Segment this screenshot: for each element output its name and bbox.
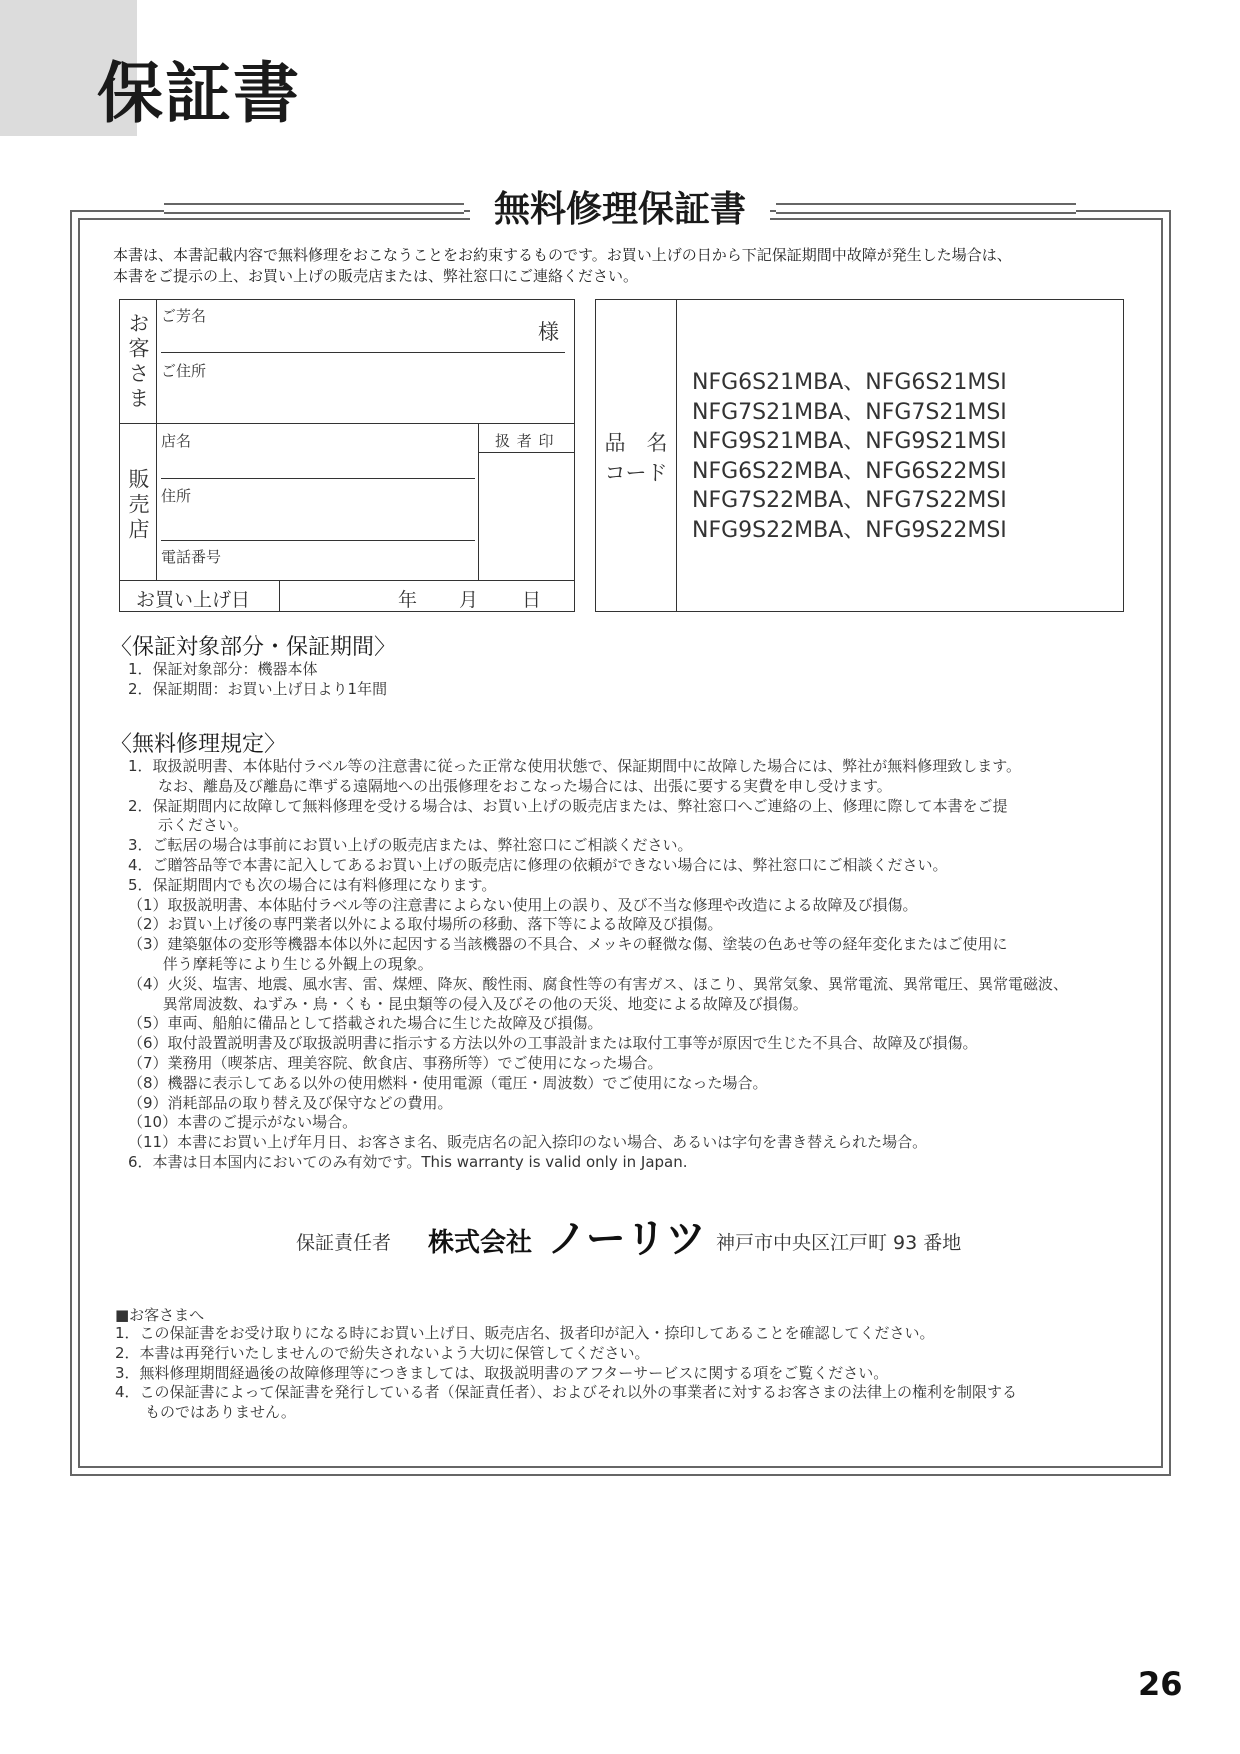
rule-item: （5）車両、船舶に備品として搭載された場合に生じた故障及び損傷。 <box>128 1014 603 1033</box>
coverage-item: 1．保証対象部分：機器本体 <box>128 660 318 678</box>
product-label-line1: 品 名 <box>604 431 668 455</box>
rule-item: 1．取扱説明書、本体貼付ラベル等の注意書に従った正常な使用状態で、保証期間中に故障した場合には、弊社が無料修理致します。 <box>128 757 1022 775</box>
product-code: NFG7S21MBA、NFG7S21MSI <box>692 399 1007 425</box>
responsible-label: 保証責任者 <box>296 1232 392 1254</box>
coverage-list <box>128 660 1138 700</box>
dealer-section-label <box>127 468 149 547</box>
purchase-date-label: お買い上げ日 <box>136 589 251 611</box>
rule-item: 6．本書は日本国内においてのみ有効です。This warranty is valid only in Japan. <box>128 1152 688 1171</box>
rules-heading: 〈無料修理規定〉 <box>110 732 287 757</box>
rule-item: 3．ご転居の場合は事前にお買い上げの販売店または、弊社窓口にご相談ください。 <box>128 836 693 855</box>
customer-notes-list <box>115 1324 1145 1423</box>
rule-item: 示ください。 <box>128 816 249 835</box>
title-rule-left <box>164 203 464 214</box>
rule-item: （11）本書にお買い上げ年月日、お客さま名、販売店名の記入捺印のない場合、あるいは字句を書き替えられた場合。 <box>128 1133 928 1152</box>
product-code-box <box>595 299 1124 612</box>
dealer-address-line[interactable] <box>161 540 475 541</box>
rule-item: （2）お買い上げ後の専門業者以外による取付場所の移動、落下等による故障及び損傷。 <box>128 915 723 934</box>
noritz-logo-text: ノーリツ <box>547 1216 706 1262</box>
customer-note: 4．この保証書によって保証書を発行している者（保証責任者）、およびそれ以外の事業者に対するお客さまの法律上の権利を制限する <box>115 1383 1018 1402</box>
stamp-area[interactable] <box>482 456 570 576</box>
intro-line: 本書は、本書記載内容で無料修理をおこなうことをお約束するものです。お買い上げの日から下記保証期間中故障が発生した場合は、 <box>113 246 1012 264</box>
rule-item: 4．ご贈答品等で本書に記入してあるお買い上げの販売店に修理の依頼ができない場合には、弊社窓口にご相談ください。 <box>128 855 948 874</box>
customer-section-text: お客さま <box>126 312 150 412</box>
name-label: ご芳名 <box>161 307 207 325</box>
product-label-divider <box>676 300 677 611</box>
coverage-heading: 〈保証対象部分・保証期間〉 <box>110 635 397 660</box>
rule-item: （10）本書のご提示がない場合。 <box>128 1113 358 1132</box>
customer-note: 1．この保証書をお受け取りになる時にお買い上げ日、販売店名、扱者印が記入・捺印してあることを確認してください。 <box>115 1324 935 1342</box>
product-label-line2: コード <box>604 461 668 485</box>
company-prefix: 株式会社 <box>428 1228 533 1258</box>
section-divider <box>120 423 574 424</box>
rule-item: 異常周波数、ねずみ・鳥・くも・昆虫類等の侵入及びその他の天災、地変による故障及び損傷。 <box>128 994 808 1013</box>
rule-item: （6）取付設置説明書及び取扱説明書に指示する方法以外の工事設計または取付工事等が原因で生じた不具合、故障及び損傷。 <box>128 1034 978 1053</box>
rule-item: （3）建築躯体の変形等機器本体以外に起因する当該機器の不具合、メッキの軽微な傷、塗装の色あせ等の経年変化またはご使用に <box>128 935 1008 954</box>
honorific-sama: 様 <box>538 320 559 344</box>
rule-item: 2．保証期間内に故障して無料修理を受ける場合は、お買い上げの販売店または、弊社窓口へご連絡の上、修理に際して本書をご提 <box>128 796 1008 815</box>
stamp-header-line <box>478 452 574 453</box>
product-code-label <box>596 428 676 488</box>
page-title: 保証書 <box>97 55 301 132</box>
rule-item: 5．保証期間内でも次の場合には有料修理になります。 <box>128 875 497 894</box>
dealer-section-text: 販売店 <box>126 468 150 543</box>
shop-name-line[interactable] <box>161 478 475 479</box>
customer-section-label <box>127 312 149 416</box>
day-label: 日 <box>522 589 542 611</box>
certificate-title: 無料修理保証書 <box>470 188 770 232</box>
title-rule-right <box>776 203 1076 214</box>
rule-item: （9）消耗部品の取り替え及び保守などの費用。 <box>128 1093 453 1112</box>
page-number: 26 <box>1138 1665 1183 1703</box>
phone-label: 電話番号 <box>161 548 222 566</box>
product-code-list <box>692 368 1007 545</box>
rule-item: （8）機器に表示してある以外の使用燃料・使用電源（電圧・周波数）でご使用になった場合。 <box>128 1073 768 1092</box>
product-code: NFG6S21MBA、NFG6S21MSI <box>692 370 1007 395</box>
shop-name-label: 店名 <box>161 432 192 450</box>
month-label: 月 <box>459 589 479 611</box>
customer-note: 3．無料修理期間経過後の故障修理等につきましては、取扱説明書のアフターサービスに関する項をご覧ください。 <box>115 1363 889 1382</box>
customer-dealer-form <box>119 299 575 612</box>
label-column-divider <box>156 300 157 580</box>
rule-item: （1）取扱説明書、本体貼付ラベル等の注意書によらない使用上の誤り、及び不当な修理や改造による故障及び損傷。 <box>128 895 918 914</box>
name-field-line[interactable] <box>161 352 565 353</box>
product-code: NFG9S21MBA、NFG9S21MSI <box>692 429 1007 454</box>
intro-line: 本書をご提示の上、お買い上げの販売店または、弊社窓口にご連絡ください。 <box>113 267 639 285</box>
customer-address-label: ご住所 <box>161 362 207 380</box>
coverage-item: 2．保証期間：お買い上げ日より1年間 <box>128 679 388 698</box>
year-label: 年 <box>398 589 418 611</box>
rule-item: （4）火災、塩害、地震、風水害、雷、煤煙、降灰、酸性雨、腐食性等の有害ガス、ほこり、異常気象、異常電流、異常電圧、異常電磁波、 <box>128 974 1069 993</box>
issuer-address: 神戸市中央区江戸町 93 番地 <box>716 1232 962 1254</box>
customer-notes-heading: ■お客さまへ <box>115 1306 205 1324</box>
purchase-date-divider <box>279 580 280 611</box>
product-code: NFG9S22MBA、NFG9S22MSI <box>692 517 1007 543</box>
certificate-intro <box>113 245 1133 287</box>
product-code: NFG6S22MBA、NFG6S22MSI <box>692 458 1007 484</box>
customer-note: 2．本書は再発行いたしませんので紛失されないよう大切に保管してください。 <box>115 1343 650 1362</box>
purchase-row-divider <box>120 580 574 581</box>
stamp-column-divider <box>478 423 479 580</box>
noritz-logo <box>545 1208 706 1264</box>
product-code: NFG7S22MBA、NFG7S22MSI <box>692 488 1007 513</box>
stamp-label: 扱 者 印 <box>495 432 555 450</box>
rule-item: 伴う摩耗等により生じる外観上の現象。 <box>128 954 433 973</box>
rules-list <box>128 757 1138 1173</box>
rule-item: なお、離島及び離島に準ずる遠隔地への出張修理をおこなった場合には、出張に要する実費を申し受けます。 <box>128 776 892 795</box>
rule-item: （7）業務用（喫茶店、理美容院、飲食店、事務所等）でご使用になった場合。 <box>128 1053 663 1072</box>
customer-note: ものではありません。 <box>115 1403 296 1422</box>
dealer-address-label: 住所 <box>161 487 192 505</box>
